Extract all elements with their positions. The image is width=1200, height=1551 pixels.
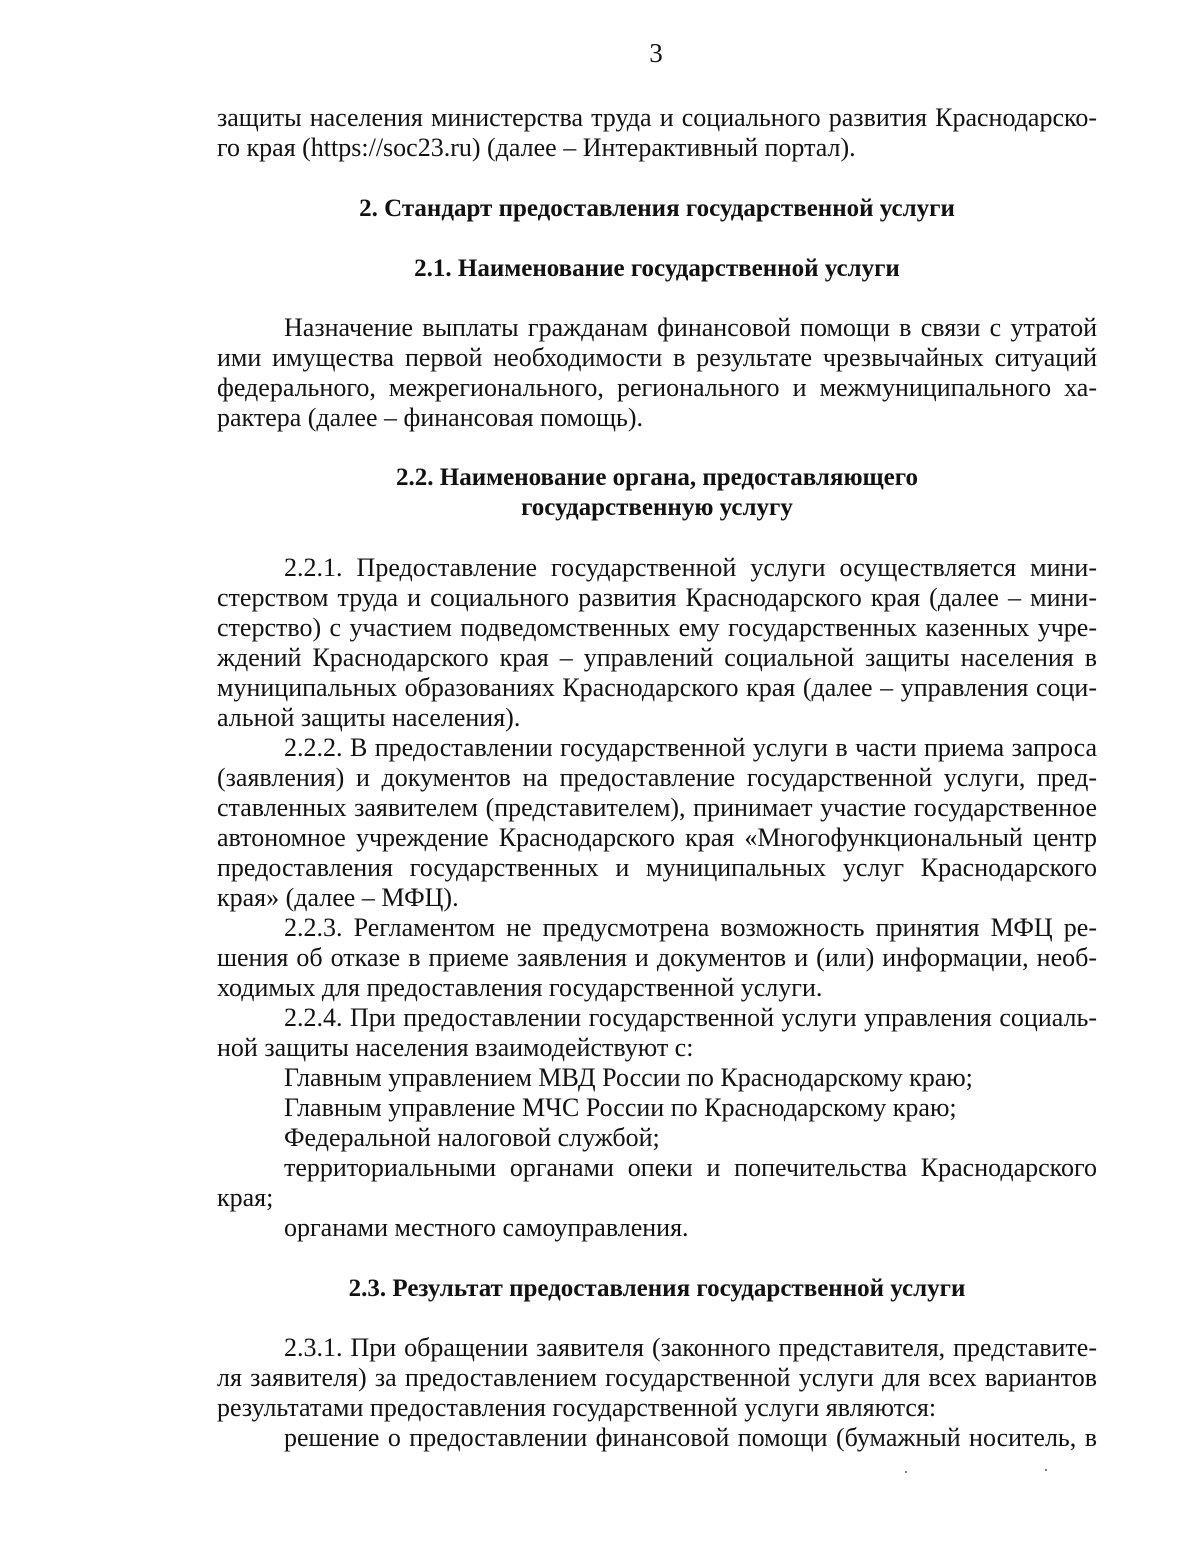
paragraph-line: ходимых для предоставления государственной услуги. (217, 973, 823, 1002)
paragraph-line: решение о предоставлении финансовой помощи (бумажный носитель, в (284, 1423, 1097, 1452)
paragraph-line: края» (далее – МФЦ). (217, 883, 459, 912)
paragraph-line: стерство) с участием подведомственных ему государственных казенных учре- (217, 613, 1097, 642)
intro-line: го края (https://soc23.ru) (далее – Интерактивный портал). (217, 133, 856, 162)
paragraph-line: 2.3.1. При обращении заявителя (законного представителя, представите- (284, 1333, 1097, 1362)
paragraph-line: предоставления государственных и муниципальных услуг Краснодарского (217, 853, 1097, 882)
paragraph-line: 2.2.2. В предоставлении государственной услуги в части приема запроса (284, 733, 1097, 762)
paragraph-line: федерального, межрегионального, регионального и межмуниципального ха- (217, 373, 1097, 402)
scan-speck (905, 1471, 907, 1473)
paragraph-line: ной защиты населения взаимодействуют с: (217, 1033, 694, 1062)
list-item: органами местного самоуправления. (284, 1213, 689, 1242)
page-number: 3 (649, 38, 663, 68)
paragraph-line: (заявления) и документов на предоставление государственной услуги, пред- (217, 763, 1097, 792)
paragraph-line: ими имущества первой необходимости в результате чрезвычайных ситуаций (217, 343, 1097, 372)
list-item: Федеральной налоговой службой; (284, 1123, 660, 1152)
paragraph-line: муниципальных образованиях Краснодарского края (далее – управления соци- (217, 673, 1097, 702)
paragraph-line: шения об отказе в приеме заявления и документов и (или) информации, необ- (217, 943, 1097, 972)
list-item: Главным управлением МВД России по Краснодарскому краю; (284, 1063, 973, 1092)
intro-line: защиты населения министерства труда и социального развития Краснодарско- (217, 103, 1097, 132)
paragraph-line: автономное учреждение Краснодарского края «Многофункциональный центр (217, 823, 1097, 852)
paragraph-line: стерством труда и социального развития Краснодарского края (далее – мини- (217, 583, 1097, 612)
paragraph-line: ля заявителя) за предоставлением государственной услуги для всех вариантов (217, 1363, 1097, 1392)
section-2-2-heading: государственную услугу (521, 494, 793, 521)
paragraph-line: альной защиты населения). (217, 703, 521, 732)
section-2-2-heading: 2.2. Наименование органа, предоставляющего (396, 464, 918, 491)
scan-speck (1045, 1469, 1047, 1471)
paragraph-line: 2.2.4. При предоставлении государственной услуги управления социаль- (284, 1003, 1097, 1032)
paragraph-line: Назначение выплаты гражданам финансовой помощи в связи с утратой (284, 313, 1097, 342)
section-2-heading: 2. Стандарт предоставления государственной услуги (359, 195, 955, 222)
paragraph-line: 2.2.3. Регламентом не предусмотрена возможность принятия МФЦ ре- (284, 913, 1097, 942)
paragraph-line: ставленных заявителем (представителем), принимает участие государственное (217, 793, 1097, 822)
section-2-1-heading: 2.1. Наименование государственной услуги (414, 255, 900, 282)
paragraph-line: 2.2.1. Предоставление государственной услуги осуществляется мини- (284, 553, 1097, 582)
paragraph-line: результатами предоставления государственной услуги являются: (217, 1393, 937, 1422)
paragraph-line: рактера (далее – финансовая помощь). (217, 403, 643, 432)
list-item: Главным управление МЧС России по Краснодарскому краю; (284, 1093, 957, 1122)
list-item: края; (217, 1183, 274, 1212)
section-2-3-heading: 2.3. Результат предоставления государственной услуги (348, 1275, 966, 1302)
list-item: территориальными органами опеки и попечительства Краснодарского (284, 1153, 1097, 1182)
paragraph-line: ждений Краснодарского края – управлений социальной защиты населения в (217, 643, 1097, 672)
